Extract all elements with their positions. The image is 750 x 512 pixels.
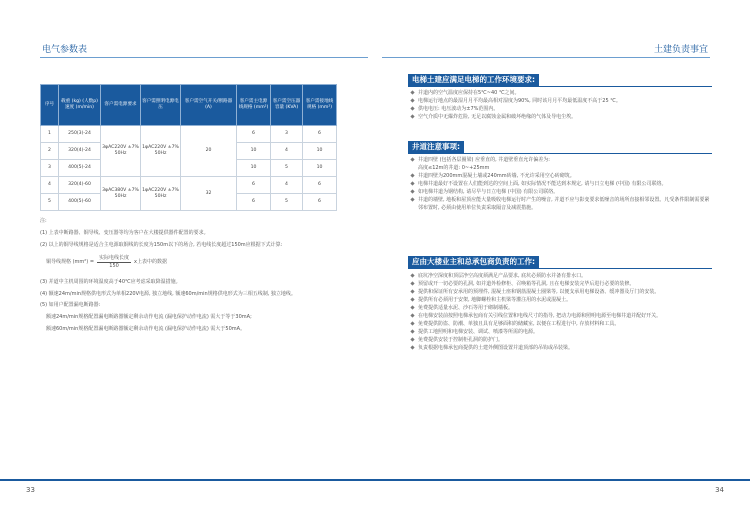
note-5: (5) 如用户配置漏电断路器: <box>40 302 101 309</box>
formula-denominator: 150 <box>109 263 119 269</box>
bullet-diamond-icon <box>410 274 414 278</box>
header-lighting-voltage: 客户需照明电源电压 <box>141 85 181 126</box>
note-2: (2) 以上的铜导线规格是适合主电源取铜线的长度为150m以下的场合, 若电线长度超过150m应根据下式计算: <box>40 241 283 248</box>
section-title-environment: 电梯土建应满足电梯的工作环境要求: <box>408 74 539 86</box>
page-number-right: 34 <box>715 486 724 494</box>
bullet-diamond-icon <box>410 282 414 286</box>
bullet-diamond-icon <box>410 99 414 103</box>
list-item: 负责根据电梯承包商提供的土建外侧图设置并道顶部的吊钩或吊装梁。 <box>410 344 710 352</box>
environment-list <box>410 89 710 121</box>
table-row <box>41 177 337 194</box>
cell-breaker: 20 <box>181 126 237 177</box>
cell-index: 4 <box>41 177 59 194</box>
cell-transformer: 4 <box>271 143 303 160</box>
header-transformer: 客户需空压器容量 (KVA) <box>271 85 303 126</box>
cell-power-supply: 3φAC380V ±7% 50Hz <box>101 177 141 211</box>
cell-transformer: 5 <box>271 160 303 177</box>
bullet-diamond-icon <box>410 115 414 119</box>
list-item: 井道四壁 (包括各层圈梁) 应垂直的, 井道壁垂直允许偏差为: <box>410 156 710 164</box>
list-item: 井道四壁为200mm混凝土墙或240mm砖墙, 不允许采用空心砖砌筑。 <box>410 172 710 180</box>
formula-numerator: 实际电线长度 <box>99 255 130 262</box>
left-header-rule <box>40 57 368 58</box>
list-item: 如电梯井道为钢结构, 请尽早与日立电梯 (中国) 有限公司联络。 <box>410 188 710 196</box>
cell-power-supply: 3φAC220V ±7% 50Hz <box>101 126 141 177</box>
list-item: 免费提供防盗、防潮、单独且具有足够面积的储藏室, 以便在工程进行中, 存放材料和工具。 <box>410 320 710 328</box>
formula-right: x上表中的数据 <box>134 259 168 266</box>
note-5a: 额速24m/min规格配置漏电断路器额定剩余动作电流 (漏电保护动作电流) 需大于等于30mA; <box>46 314 252 320</box>
header-breaker: 客户需空气开关/断路器 (A) <box>181 85 237 126</box>
cell-load-speed: 320(4)-60 <box>59 177 101 194</box>
footer-bar <box>0 479 750 481</box>
bullet-diamond-icon <box>410 174 414 178</box>
bullet-diamond-icon <box>410 314 414 318</box>
cable-formula <box>40 255 350 270</box>
list-item: 提供所有必须用于安架, 地脚螺栓和主机梁等灌注用的水泥或混凝土。 <box>410 296 710 304</box>
cell-index: 3 <box>41 160 59 177</box>
list-item: 井道的墙壁, 地板和屋顶应能大量吸收电梯运行时产生的噪音, 并道不应与影变要求低噪音的场所直接相邻设置。凡受条件限制需要紧邻布置时, 必须由使用单位负责采取隔音及减震措施。 <box>410 196 710 212</box>
hoistway-list <box>410 156 710 212</box>
cell-ground-cable: 6 <box>303 177 337 194</box>
list-item: 电梯井道最好不设置在人们能到达的空间上面, 如实际情况不能达到本规定, 请与日立电梯 (中国) 有限公司联络。 <box>410 180 710 188</box>
bullet-diamond-icon <box>410 306 414 310</box>
cell-ground-cable: 6 <box>303 194 337 211</box>
owner-duties-list <box>410 272 710 352</box>
bullet-diamond-icon <box>410 290 414 294</box>
list-item: 提供和保证所有安承用的预埋件, 混凝土座和钢筋混凝土圈梁等, 以便支承用电梯设备、缓冲器及厅门的安装。 <box>410 288 710 296</box>
table-notes <box>40 218 350 338</box>
cell-breaker: 32 <box>181 177 237 211</box>
list-item: 底坑净空深度和顶层净空高度须满足产品要求, 底坑必须防水并备有排水口。 <box>410 272 710 280</box>
cell-ground-cable: 6 <box>303 126 337 143</box>
cell-transformer: 3 <box>271 126 303 143</box>
bullet-diamond-icon <box>410 107 414 111</box>
cell-main-cable: 6 <box>237 126 271 143</box>
bullet-diamond-icon <box>410 198 414 202</box>
right-page-title: 土建负责事宜 <box>653 45 708 55</box>
cell-load-speed: 250(3)-24 <box>59 126 101 143</box>
list-item: 在电梯安装前按照电梯承包商有关引线位置和电线尺寸的指导, 把动力电源和照明电源至电梯井道并配好开关。 <box>410 312 710 320</box>
list-item: 电梯运行地点的最湿月月平均最高相对湿度为90%, 同时该月月平均最低温度不高于25 ℃。 <box>410 97 710 105</box>
header-index: 序号 <box>41 85 59 126</box>
bullet-diamond-icon <box>410 182 414 186</box>
header-load-speed: 载重 (kg) (人数p) 速度 (m/min) <box>59 85 101 126</box>
left-page-title: 电气参数表 <box>42 45 88 55</box>
cell-load-speed: 320(4)-24 <box>59 143 101 160</box>
list-item: 预留或开一切必要的孔洞, 如并道外检修柜、召唤箱等孔洞, 且在电梯安装完毕后进行必要的装修。 <box>410 280 710 288</box>
bullet-diamond-icon <box>410 91 414 95</box>
bullet-diamond-icon <box>410 190 414 194</box>
page-number-left: 33 <box>26 486 35 494</box>
section-rule <box>408 153 712 154</box>
cell-lighting-voltage: 1φAC220V ±7% 50Hz <box>141 126 181 177</box>
cell-lighting-voltage: 1φAC220V ±7% 50Hz <box>141 177 181 211</box>
list-item: 免费提供安装于控制柜孔洞的防护门。 <box>410 336 710 344</box>
notes-title: 注: <box>40 218 47 224</box>
header-power-supply: 客户需电源要求 <box>101 85 141 126</box>
bullet-diamond-icon <box>410 322 414 326</box>
cell-index: 1 <box>41 126 59 143</box>
section-title-hoistway: 井道注意事项: <box>408 141 464 153</box>
formula-fraction <box>97 255 131 270</box>
electrical-parameter-table <box>40 84 337 211</box>
note-1: (1) 上表中断路器、铜导线、变压器等均为客户在大楼提供器件配置的要求。 <box>40 229 209 236</box>
list-item: 供电电压: 电压波动为±7%范围内。 <box>410 105 710 113</box>
list-item: 并道内的空气温度应保持在5℃~40 ℃之间。 <box>410 89 710 97</box>
section-rule <box>408 86 712 87</box>
note-4: (4) 额速24m/min规格供电形式为单相220V电源, 独立地线, 额速60m/min规格供电形式为三相五线制, 独立地线。 <box>40 290 296 297</box>
cell-main-cable: 10 <box>237 160 271 177</box>
right-header-rule <box>382 57 710 58</box>
cell-ground-cable: 10 <box>303 143 337 160</box>
bullet-diamond-icon <box>410 338 414 342</box>
formula-left: 铜导线规格 (mm²) = <box>46 259 95 266</box>
list-item: 免费提供适量水泥、沙石等用于砌制墙板。 <box>410 304 710 312</box>
note-3: (3) 并道中主机周围的环境温度高于40℃应考虑采取降温措施。 <box>40 278 181 285</box>
bullet-diamond-icon <box>410 330 414 334</box>
section-rule <box>408 268 712 269</box>
cell-main-cable: 10 <box>237 143 271 160</box>
bullet-diamond-icon <box>410 158 414 162</box>
cell-load-speed: 400(5)-60 <box>59 194 101 211</box>
table-header-row <box>41 85 337 126</box>
cell-main-cable: 6 <box>237 177 271 194</box>
list-item: 提供工地照明和电梯安装、调试、喷漆等所需的电源。 <box>410 328 710 336</box>
section-title-owner-duties: 应由大楼业主和总承包商负责的工作: <box>408 256 539 268</box>
table-row <box>41 126 337 143</box>
bullet-diamond-icon <box>410 346 414 350</box>
list-item: 空气介质中无爆炸危险, 无足以腐蚀金属和破坏绝缘的气体及导电尘埃。 <box>410 113 710 121</box>
bullet-diamond-icon <box>410 298 414 302</box>
cell-transformer: 4 <box>271 177 303 194</box>
header-main-cable: 客户需主电源线规格 (mm²) <box>237 85 271 126</box>
header-ground-cable: 客户需接地线规格 (mm²) <box>303 85 337 126</box>
cell-load-speed: 400(5)-24 <box>59 160 101 177</box>
cell-index: 5 <box>41 194 59 211</box>
cell-main-cable: 6 <box>237 194 271 211</box>
cell-transformer: 5 <box>271 194 303 211</box>
note-5b: 额速60m/min规格配置漏电断路器额定剩余动作电流 (漏电保护动作电流) 需大于50mA。 <box>46 325 246 332</box>
cell-index: 2 <box>41 143 59 160</box>
cell-ground-cable: 10 <box>303 160 337 177</box>
list-item: 高度≤12m的井道: 0~+25mm <box>418 165 490 171</box>
